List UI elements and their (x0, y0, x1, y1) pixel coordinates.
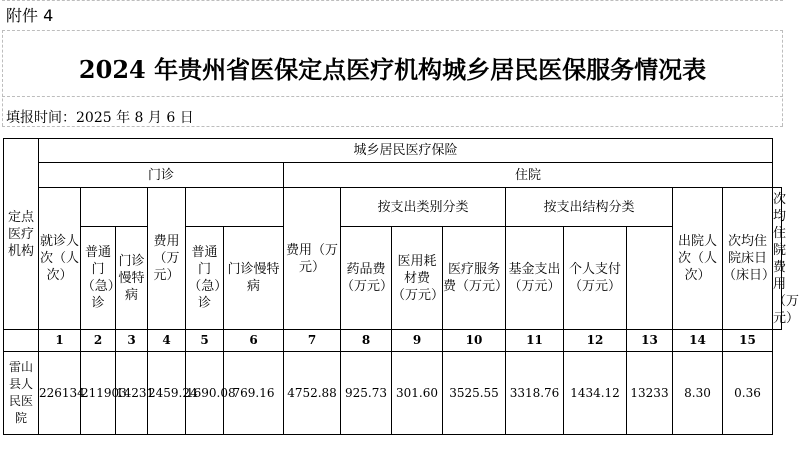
data-cell: 226134 (39, 352, 81, 435)
drug-header: 药品费（万元） (341, 227, 392, 330)
column-number: 7 (284, 330, 341, 352)
fill-date: 填报时间：2025 年 8 月 6 日 (6, 110, 194, 126)
page-guide-line (2, 0, 783, 1)
data-cell: 301.60 (392, 352, 443, 435)
fund-header: 基金支出（万元） (506, 227, 564, 330)
page-guide-line (2, 30, 783, 31)
column-number: 5 (186, 330, 224, 352)
visits-general-header: 普通门（急）诊 (81, 227, 116, 330)
column-number: 11 (506, 330, 564, 352)
outpatient-header: 门诊 (39, 163, 284, 188)
institution-header: 定点医疗机构 (4, 139, 39, 330)
consumable-header: 医用耗材费（万元） (392, 227, 443, 330)
cost-header: 费用（万元） (148, 188, 186, 330)
data-cell: 1434.12 (564, 352, 627, 435)
visits-header: 就诊人次（人次） (39, 188, 81, 330)
data-cell: 0.36 (723, 352, 773, 435)
data-cell: 211903 (81, 352, 116, 435)
column-number: 8 (341, 330, 392, 352)
report-table (3, 138, 799, 435)
column-number: 14 (673, 330, 723, 352)
column-number: 9 (392, 330, 443, 352)
data-cell: 4752.88 (284, 352, 341, 435)
column-number: 15 (723, 330, 773, 352)
column-number: 2 (81, 330, 116, 352)
column-number: 4 (148, 330, 186, 352)
column-number: 6 (224, 330, 284, 352)
column-number: 1 (39, 330, 81, 352)
page-title: 2024 年贵州省医保定点医疗机构城乡居民医保服务情况表 (78, 55, 707, 84)
cost-general-header: 普通门（急）诊 (186, 227, 224, 330)
data-cell: 925.73 (341, 352, 392, 435)
data-cell: 2459.24 (148, 352, 186, 435)
cost-split-spacer (186, 188, 284, 227)
discharge-header: 出院人次（人次） (673, 188, 723, 330)
service-header: 医疗服务费（万元） (443, 227, 506, 330)
visits-chronic-header: 门诊慢特病 (116, 227, 148, 330)
column-number: 12 (564, 330, 627, 352)
data-cell: 3525.55 (443, 352, 506, 435)
data-cell: 769.16 (224, 352, 284, 435)
page-guide-line (2, 96, 783, 97)
institution-name: 雷山县人民医院 (4, 352, 39, 435)
inpatient-header: 住院 (284, 163, 773, 188)
personal-header: 个人支付（万元） (564, 227, 627, 330)
insurance-header: 城乡居民医疗保险 (39, 139, 773, 163)
by-structure-header: 按支出结构分类 (506, 188, 673, 227)
column-number: 3 (116, 330, 148, 352)
data-cell: 3318.76 (506, 352, 564, 435)
cost-chronic-header: 门诊慢特病 (224, 227, 284, 330)
column-number: 13 (627, 330, 673, 352)
by-category-header: 按支出类别分类 (341, 188, 506, 227)
data-cell: 14231 (116, 352, 148, 435)
number-spacer (4, 330, 39, 352)
data-cell: 8.30 (673, 352, 723, 435)
attachment-label: 附件 4 (6, 6, 54, 25)
avg-cost-header: 次均住院费用（万元） (773, 188, 782, 330)
data-cell: 1690.08 (186, 352, 224, 435)
inpatient-cost-header: 费用（万元） (284, 188, 341, 330)
column-number: 10 (443, 330, 506, 352)
data-cell: 13233 (627, 352, 673, 435)
visits-split-spacer (81, 188, 148, 227)
avg-bed-days-header: 次均住院床日（床日） (723, 188, 773, 330)
